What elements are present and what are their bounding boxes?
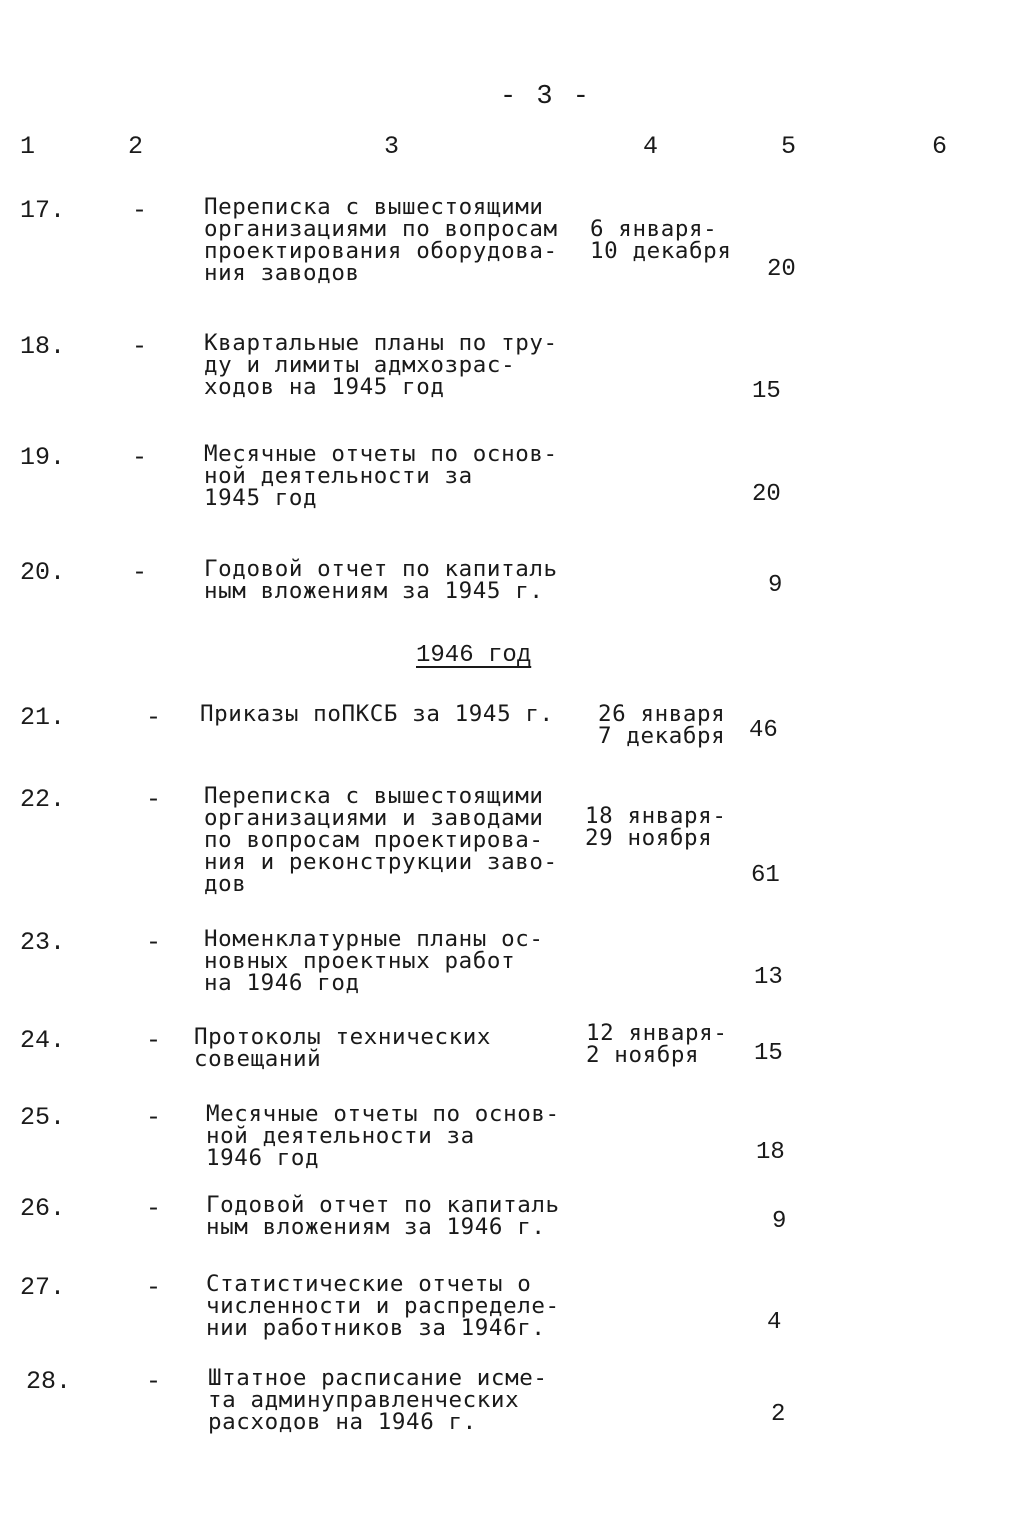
item-dash: - (132, 196, 148, 225)
item-count: 18 (756, 1139, 785, 1166)
item-number: 24. (20, 1026, 66, 1055)
list-item (0, 926, 1024, 996)
list-item (0, 556, 1024, 604)
item-count: 61 (751, 862, 780, 889)
column-number-6: 6 (932, 132, 948, 161)
item-title: Переписка с вышестоящими организациями и заводами по вопросам проектирова- ния и реконструкции заво- дов (204, 783, 558, 897)
item-title: Месячные отчеты по основ- ной деятельности за 1946 год (206, 1101, 560, 1171)
item-dash: - (132, 558, 148, 587)
item-number: 25. (20, 1103, 66, 1132)
item-title: Месячные отчеты по основ- ной деятельности за 1945 год (204, 441, 558, 511)
item-count: 4 (767, 1309, 782, 1336)
page-number: - 3 - (500, 82, 592, 112)
list-item (0, 701, 1024, 749)
item-count: 20 (767, 256, 796, 283)
item-number: 17. (20, 196, 66, 225)
list-item (0, 330, 1024, 405)
list-item (0, 1101, 1024, 1171)
item-count: 15 (754, 1040, 783, 1067)
item-dash: - (146, 1026, 162, 1055)
list-item (0, 441, 1024, 511)
item-dash: - (146, 785, 162, 814)
item-number: 26. (20, 1194, 66, 1223)
list-item (0, 1365, 1024, 1435)
item-dates: 26 января 7 декабря (598, 701, 726, 749)
item-count: 20 (752, 481, 781, 508)
item-title: Квартальные планы по тру- ду и лимиты адмхозрас- ходов на 1945 год (204, 330, 558, 400)
item-number: 18. (20, 332, 66, 361)
item-dates: 18 января- 29 ноября (585, 803, 727, 851)
item-count: 9 (768, 572, 783, 599)
item-dash: - (146, 1273, 162, 1302)
item-count: 9 (772, 1208, 787, 1235)
item-number: 19. (20, 443, 66, 472)
item-title: Штатное расписание исме- та админуправленческих расходов на 1946 г. (208, 1365, 548, 1435)
item-title: Протоколы технических совещаний (194, 1024, 492, 1072)
year-heading: 1946 год (416, 642, 532, 669)
item-count: 15 (752, 378, 781, 405)
item-title: Годовой отчет по капиталь ным вложениям за 1946 г. (206, 1192, 560, 1240)
item-dash: - (132, 443, 148, 472)
item-count: 2 (771, 1401, 786, 1428)
column-number-1: 1 (20, 132, 36, 161)
item-dates: 12 января- 2 ноября (586, 1020, 728, 1068)
column-number-2: 2 (128, 132, 144, 161)
item-dash: - (146, 1367, 162, 1396)
column-number-4: 4 (643, 132, 659, 161)
list-item (0, 1020, 1024, 1072)
item-number: 27. (20, 1273, 66, 1302)
list-item (0, 1271, 1024, 1341)
item-title: Приказы поПКСБ за 1945 г. (200, 701, 554, 727)
item-count: 13 (754, 964, 783, 991)
column-number-5: 5 (781, 132, 797, 161)
item-dash: - (146, 1103, 162, 1132)
item-title: Номенклатурные планы ос- новных проектных работ на 1946 год (204, 926, 544, 996)
item-title: Статистические отчеты о численности и распределе- нии работников за 1946г. (206, 1271, 560, 1341)
item-dash: - (146, 703, 162, 732)
item-title: Годовой отчет по капиталь ным вложениям за 1945 г. (204, 556, 558, 604)
item-title: Переписка с вышестоящими организациями по вопросам проектирования оборудова- ния заводов (204, 194, 558, 286)
list-item (0, 783, 1024, 897)
item-number: 21. (20, 703, 66, 732)
item-number: 28. (26, 1367, 72, 1396)
list-item (0, 1192, 1024, 1240)
item-count: 46 (749, 717, 778, 744)
item-dash: - (146, 1194, 162, 1223)
item-number: 22. (20, 785, 66, 814)
list-item (0, 194, 1024, 286)
item-dash: - (146, 928, 162, 957)
item-number: 23. (20, 928, 66, 957)
item-dash: - (132, 332, 148, 361)
item-dates: 6 января- 10 декабря (590, 216, 732, 264)
column-number-3: 3 (384, 132, 400, 161)
item-number: 20. (20, 558, 66, 587)
